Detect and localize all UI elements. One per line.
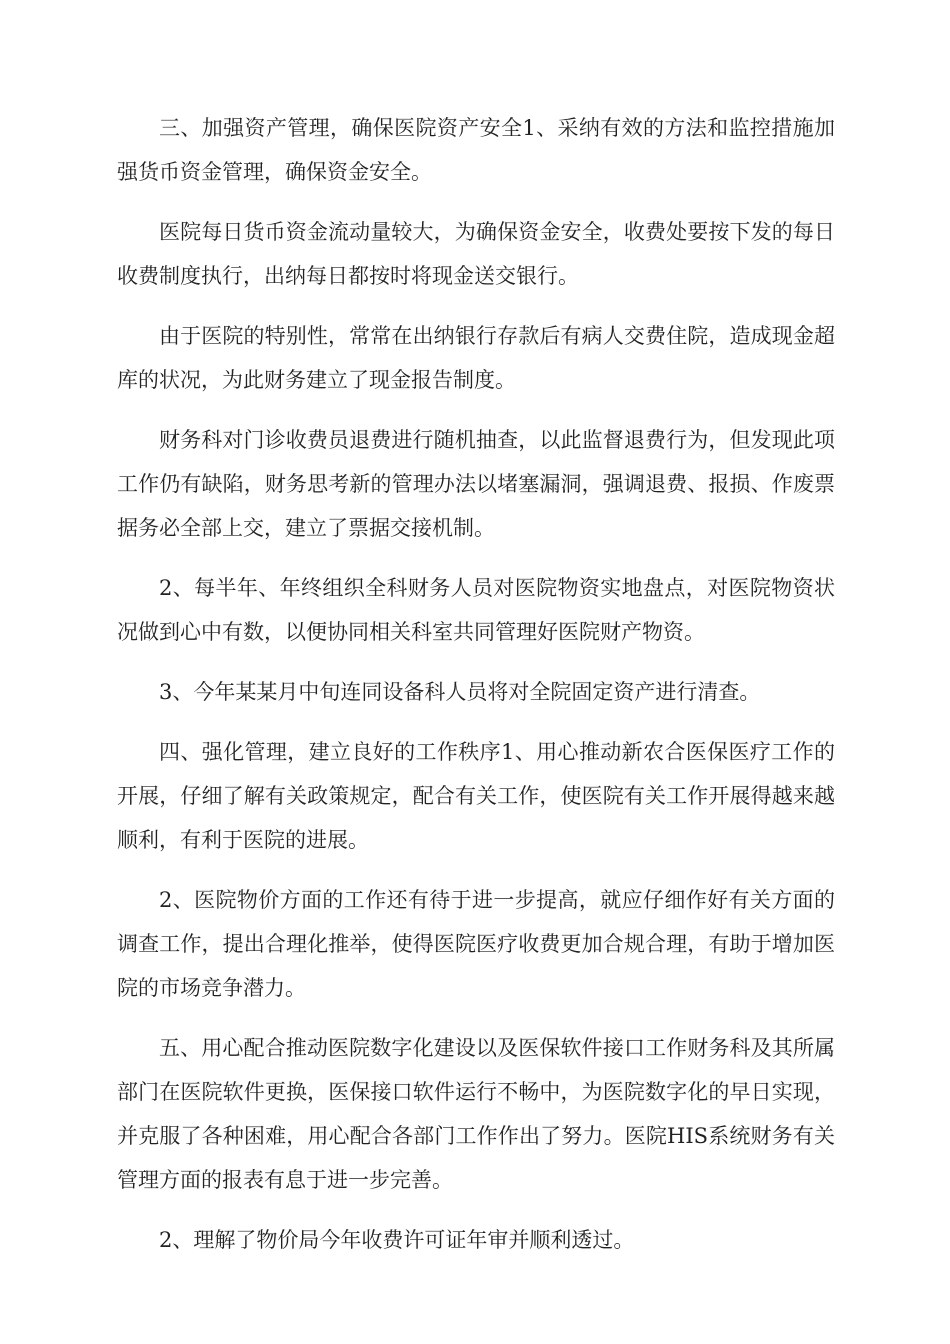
paragraph-asset-management: 三、加强资产管理，确保医院资产安全1、采纳有效的方法和监控措施加强货币资金管理，确保资金安全。	[117, 116, 835, 184]
paragraph-license-review: 2、理解了物价局今年收费许可证年审并顺利透过。	[159, 1228, 635, 1252]
paragraph-daily-cash-flow: 医院每日货币资金流动量较大，为确保资金安全，收费处要按下发的每日收费制度执行，出纳每日都按时将现金送交银行。	[117, 220, 835, 288]
paragraph-cash-report-system: 由于医院的特别性，常常在出纳银行存款后有病人交费住院，造成现金超库的状况，为此财务建立了现金报告制度。	[117, 324, 835, 392]
paragraph-inventory-check: 2、每半年、年终组织全科财务人员对医院物资实地盘点，对医院物资状况做到心中有数，以便协同相关科室共同管理好医院财产物资。	[117, 576, 835, 644]
document-body	[117, 106, 835, 1278]
paragraph-refund-inspection: 财务科对门诊收费员退费进行随机抽查，以此监督退费行为，但发现此项工作仍有缺陷，财务思考新的管理办法以堵塞漏洞，强调退费、报损、作废票据务必全部上交，建立了票据交接机制。	[117, 428, 835, 540]
paragraph-price-work: 2、医院物价方面的工作还有待于进一步提高，就应仔细作好有关方面的调查工作，提出合理化推举，使得医院医疗收费更加合规合理，有助于增加医院的市场竞争潜力。	[117, 888, 835, 1000]
paragraph-strengthen-management: 四、强化管理，建立良好的工作秩序1、用心推动新农合医保医疗工作的开展，仔细了解有关政策规定，配合有关工作，使医院有关工作开展得越来越顺利，有利于医院的进展。	[117, 740, 835, 852]
paragraph-fixed-asset-check: 3、今年某某月中旬连同设备科人员将对全院固定资产进行清查。	[159, 680, 761, 704]
paragraph-digitalization: 五、用心配合推动医院数字化建设以及医保软件接口工作财务科及其所属部门在医院软件更换，医保接口软件运行不畅中，为医院数字化的早日实现，并克服了各种困难，用心配合各部门工作作出了努力。医院HIS系统财务有关管理方面的报表有息于进一步完善。	[117, 1036, 835, 1192]
